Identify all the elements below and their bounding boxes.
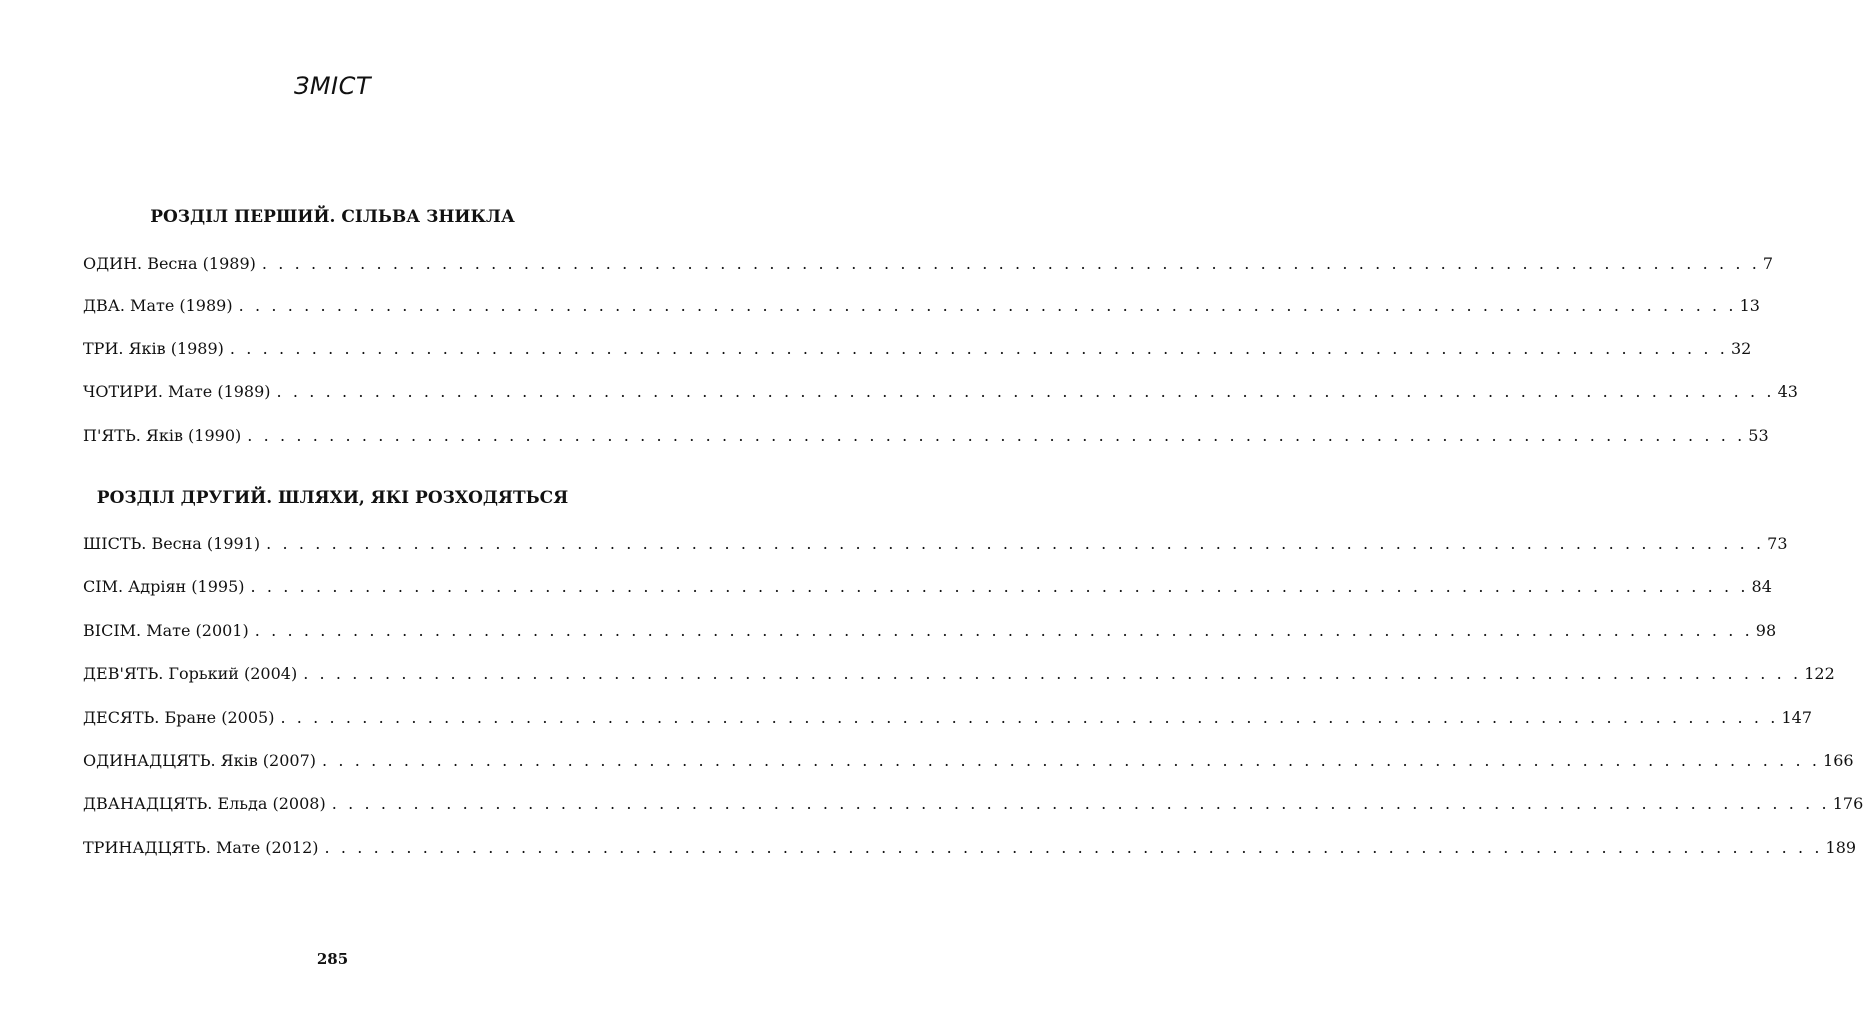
toc-entry[interactable]: [83, 380, 1798, 404]
dot-leader: . . . . . . . . . . . . . . . . . . . . . . . . . . . . . . . . . . . . . . . . . . . . . . . . . . . . . . . . . . . . . . . . . . . . . . . . . . . . . . . . . . . . . . . . . . . .: [247, 426, 1746, 445]
entry-title: ОДИНАДЦЯТЬ. Яків (2007): [83, 751, 316, 770]
entry-page: 13: [1739, 296, 1760, 315]
dot-leader: . . . . . . . . . . . . . . . . . . . . . . . . . . . . . . . . . . . . . . . . . . . . . . . . . . . . . . . . . . . . . . . . . . . . . . . . . . . . . . . . . . . . . . . . . . . .: [324, 838, 1823, 857]
entry-title: ДЕСЯТЬ. Бране (2005): [83, 708, 275, 727]
dot-leader: . . . . . . . . . . . . . . . . . . . . . . . . . . . . . . . . . . . . . . . . . . . . . . . . . . . . . . . . . . . . . . . . . . . . . . . . . . . . . . . . . . . . . . . . . . . .: [266, 534, 1765, 553]
dot-leader: . . . . . . . . . . . . . . . . . . . . . . . . . . . . . . . . . . . . . . . . . . . . . . . . . . . . . . . . . . . . . . . . . . . . . . . . . . . . . . . . . . . . . . . . . . . .: [331, 794, 1830, 813]
entry-page: 98: [1755, 621, 1777, 640]
entry-page: 166: [1823, 751, 1854, 770]
entry-page: 43: [1777, 382, 1798, 401]
entry-title: П'ЯТЬ. Яків (1990): [83, 426, 242, 445]
toc-entry[interactable]: [83, 836, 1857, 860]
entry-page: 176: [1832, 794, 1863, 813]
dot-leader: . . . . . . . . . . . . . . . . . . . . . . . . . . . . . . . . . . . . . . . . . . . . . . . . . . . . . . . . . . . . . . . . . . . . . . . . . . . . . . . . . . . . . . . . . . . .: [238, 296, 1737, 315]
toc-entry[interactable]: [83, 749, 1854, 773]
section-heading: РОЗДІЛ ДРУГИЙ. ШЛЯХИ, ЯКІ РОЗХОДЯТЬСЯ: [96, 488, 569, 508]
toc-entry[interactable]: [83, 792, 1863, 816]
toc-entry[interactable]: [83, 294, 1760, 318]
entry-title: ДВА. Мате (1989): [83, 296, 233, 315]
toc-entry[interactable]: [83, 662, 1835, 686]
entry-title: ОДИН. Весна (1989): [83, 254, 256, 273]
toc-entry[interactable]: [83, 337, 1752, 361]
entry-title: СІМ. Адріян (1995): [83, 577, 245, 596]
dot-leader: . . . . . . . . . . . . . . . . . . . . . . . . . . . . . . . . . . . . . . . . . . . . . . . . . . . . . . . . . . . . . . . . . . . . . . . . . . . . . . . . . . . . . . . . . . . .: [280, 708, 1779, 727]
toc-entry[interactable]: [83, 619, 1777, 643]
dot-leader: . . . . . . . . . . . . . . . . . . . . . . . . . . . . . . . . . . . . . . . . . . . . . . . . . . . . . . . . . . . . . . . . . . . . . . . . . . . . . . . . . . . . . . . . . . . .: [229, 339, 1728, 358]
entry-title: ВІСІМ. Мате (2001): [83, 621, 249, 640]
entry-page: 32: [1730, 339, 1752, 358]
entry-title: ТРИНАДЦЯТЬ. Мате (2012): [83, 838, 319, 857]
entry-page: 147: [1781, 708, 1813, 727]
dot-leader: . . . . . . . . . . . . . . . . . . . . . . . . . . . . . . . . . . . . . . . . . . . . . . . . . . . . . . . . . . . . . . . . . . . . . . . . . . . . . . . . . . . . . . . . . . . .: [303, 664, 1802, 683]
toc-entry[interactable]: [83, 706, 1813, 730]
dot-leader: . . . . . . . . . . . . . . . . . . . . . . . . . . . . . . . . . . . . . . . . . . . . . . . . . . . . . . . . . . . . . . . . . . . . . . . . . . . . . . . . . . . . . . . . . . . .: [254, 621, 1753, 640]
entry-title: ДВАНАДЦЯТЬ. Ельда (2008): [83, 794, 326, 813]
entry-page: 73: [1767, 534, 1788, 553]
dot-leader: . . . . . . . . . . . . . . . . . . . . . . . . . . . . . . . . . . . . . . . . . . . . . . . . . . . . . . . . . . . . . . . . . . . . . . . . . . . . . . . . . . . . . . . . . . . .: [261, 254, 1760, 273]
dot-leader: . . . . . . . . . . . . . . . . . . . . . . . . . . . . . . . . . . . . . . . . . . . . . . . . . . . . . . . . . . . . . . . . . . . . . . . . . . . . . . . . . . . . . . . . . . . .: [322, 751, 1821, 770]
toc-entry[interactable]: [83, 575, 1772, 599]
page-number: 285: [316, 950, 349, 968]
entry-page: 122: [1804, 664, 1835, 683]
page-title: ЗМІСТ: [293, 72, 372, 100]
toc-entry[interactable]: [83, 424, 1769, 448]
entry-page: 189: [1825, 838, 1857, 857]
entry-title: ДЕВ'ЯТЬ. Горький (2004): [83, 664, 298, 683]
entry-page: 7: [1762, 254, 1774, 273]
dot-leader: . . . . . . . . . . . . . . . . . . . . . . . . . . . . . . . . . . . . . . . . . . . . . . . . . . . . . . . . . . . . . . . . . . . . . . . . . . . . . . . . . . . . . . . . . . . .: [276, 382, 1775, 401]
dot-leader: . . . . . . . . . . . . . . . . . . . . . . . . . . . . . . . . . . . . . . . . . . . . . . . . . . . . . . . . . . . . . . . . . . . . . . . . . . . . . . . . . . . . . . . . . . . .: [250, 577, 1749, 596]
entry-title: ЧОТИРИ. Мате (1989): [83, 382, 271, 401]
toc-entry[interactable]: [83, 532, 1788, 556]
entry-title: ТРИ. Яків (1989): [83, 339, 224, 358]
toc-entry[interactable]: [83, 252, 1774, 276]
entry-title: ШІСТЬ. Весна (1991): [83, 534, 261, 553]
entry-page: 53: [1748, 426, 1769, 445]
section-heading: РОЗДІЛ ПЕРШИЙ. СІЛЬВА ЗНИКЛА: [150, 207, 515, 227]
entry-page: 84: [1751, 577, 1772, 596]
